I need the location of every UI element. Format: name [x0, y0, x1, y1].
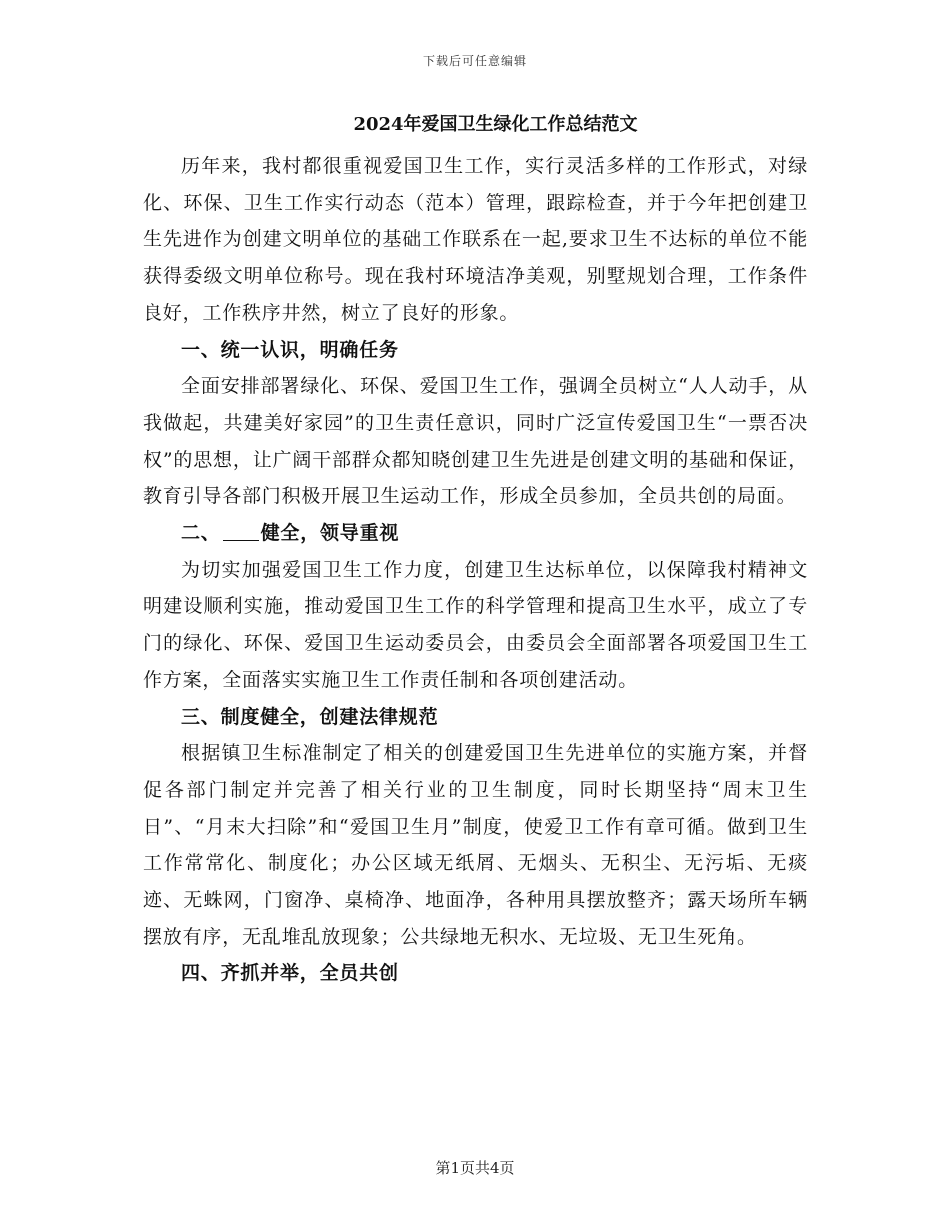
section-2-heading-suffix: 健全，领导重视	[260, 522, 400, 545]
section-2-heading	[143, 515, 808, 552]
document-body	[143, 112, 808, 992]
section-3-heading: 三、制度健全，创建法律规范	[181, 705, 439, 728]
document-title: 2024年爱国卫生绿化工作总结范文	[353, 114, 638, 135]
blank-underline	[223, 521, 259, 541]
section-3-paragraph: 根据镇卫生标准制定了相关的创建爱国卫生先进单位的实施方案，并督促各部门制定并完善了相关行业的卫生制度，同时长期坚持“周末卫生日”、“月末大扫除”和“爱国卫生月”制度，使爱卫工作有章可循。做到卫生工作常常化、制度化；办公区域无纸屑、无烟头、无积尘、无污垢、无痰迹、无蛛网，门窗净、桌椅净、地面净，各种用具摆放整齐；露天场所车辆摆放有序，无乱堆乱放现象；公共绿地无积水、无垃圾、无卫生死角。	[143, 742, 808, 948]
section-2-paragraph: 为切实加强爱国卫生工作力度，创建卫生达标单位，以保障我村精神文明建设顺利实施，推动爱国卫生工作的科学管理和提高卫生水平，成立了专门的绿化、环保、爱国卫生运动委员会，由委员会全面部署各项爱国卫生工作方案，全面落实实施卫生工作责任制和各项创建活动。	[143, 558, 808, 691]
page-footer-number: 第1页共4页	[435, 1159, 515, 1177]
page-header-note: 下载后可任意编辑	[422, 54, 527, 68]
section-2-heading-prefix: 二、	[181, 522, 221, 545]
section-1-heading: 一、统一认识，明确任务	[181, 338, 399, 361]
section-1-paragraph: 全面安排部署绿化、环保、爱国卫生工作，强调全员树立“人人动手，从我做起，共建美好家园”的卫生责任意识，同时广泛宣传爱国卫生“一票否决权”的思想，让广阔干部群众都知晓创建卫生先进是创建文明的基础和保证，教育引导各部门积极开展卫生运动工作，形成全员参加，全员共创的局面。	[143, 375, 808, 508]
intro-paragraph: 历年来，我村都很重视爱国卫生工作，实行灵活多样的工作形式，对绿化、环保、卫生工作实行动态（范本）管理，跟踪检查，并于今年把创建卫生先进作为创建文明单位的基础工作联系在一起,要求卫生不达标的单位不能获得委级文明单位称号。现在我村环境洁净美观，别墅规划合理，工作条件良好，工作秩序井然，树立了良好的形象。	[143, 155, 808, 324]
section-4-heading: 四、齐抓并举，全员共创	[181, 962, 399, 985]
